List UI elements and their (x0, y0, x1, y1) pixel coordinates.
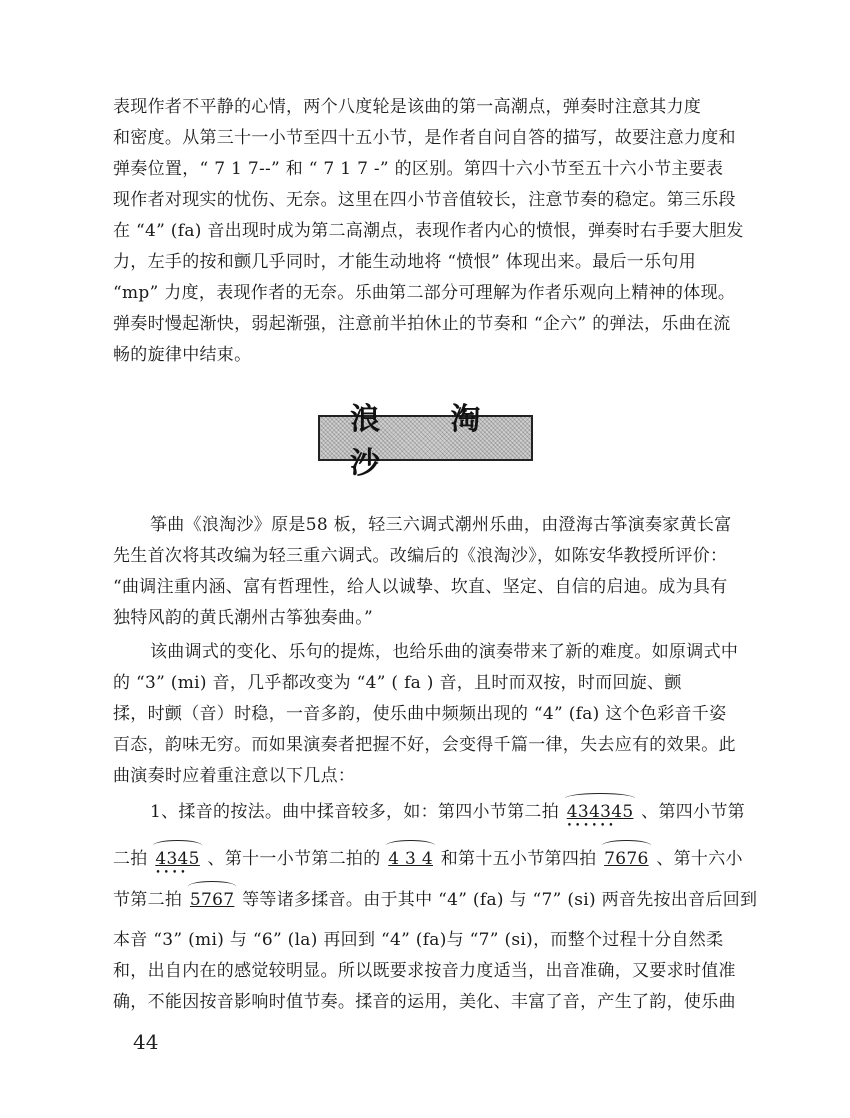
text-line: 独特风韵的黄氏潮州古筝独奏曲。” (113, 608, 373, 628)
text-line: 在 “4” (fa) 音出现时成为第二高潮点，表现作者内心的愤恨，弹奏时右手要大胆发 (113, 221, 744, 241)
section-title-box (318, 402, 533, 481)
text-line: 畅的旋律中结束。 (113, 345, 252, 365)
text-line: 先生首次将其改编为轻三重六调式。改编后的《浪淘沙》，如陈安华教授所评价： (113, 546, 728, 566)
text-line: 和，出自内在的感觉较明显。所以既要求按音力度适当，出音准确，又要求时值准 (113, 961, 736, 981)
page-number: 44 (133, 1030, 159, 1054)
text-span: 、第四小节第 (641, 802, 745, 822)
text-line: 表现作者不平静的心情，两个八度轮是该曲的第一高潮点，弹奏时注意其力度 (113, 97, 702, 117)
text-span: 1、揉音的按法。曲中揉音较多，如：第四小节第二拍 (150, 802, 560, 822)
text-line (150, 802, 750, 831)
text-line: 筝曲《浪淘沙》原是58 板，轻三六调式潮州乐曲，由澄海古筝演奏家黄长富 (150, 515, 732, 535)
text-span: 二拍 (113, 849, 148, 869)
text-span: 、第十一小节第二拍的 (207, 849, 381, 869)
notation-digits: 4 3 4 (388, 849, 433, 869)
text-line: 的 “3” (mi) 音，几乎都改变为 “4” ( fa ) 音，且时而双按，时而回旋、颤 (113, 673, 682, 693)
jianpu-notation (153, 849, 201, 878)
text-line: 现作者对现实的忧伤、无奈。这里在四小节音值较长，注意节奏的稳定。第三乐段 (113, 190, 736, 210)
text-line: 弹奏位置，“ 7 1 7--” 和 “ 7 1 7 -” 的区别。第四十六小节至五十六小节主要表 (113, 159, 724, 179)
text-line: 曲演奏时应着重注意以下几点： (113, 766, 356, 786)
text-line (113, 890, 758, 910)
text-line: 确，不能因按音影响时值节奏。揉音的运用，美化、丰富了音，产生了韵，使乐曲 (113, 992, 736, 1012)
slur-arc (565, 793, 636, 804)
text-line: 揉，时颤（音）时稳，一音多韵，使乐曲中频频出现的 “4” (fa) 这个色彩音千姿 (113, 704, 727, 724)
text-span: 等等诸多揉音。由于其中 “4” (fa) 与 “7” (si) 两音先按出音后回到 (242, 890, 758, 910)
notation-digits: 4345 (155, 849, 200, 869)
slur-arc (386, 840, 435, 851)
slur-arc (602, 840, 650, 851)
text-line: 力，左手的按和颤几乎同时，才能生动地将 “愤恨” 体现出来。最后一乐句用 (113, 252, 696, 272)
text-line: 本音 “3” (mi) 与 “6” (la) 再回到 “4” (fa)与 “7” (si)，而整个过程十分自然柔 (113, 930, 724, 950)
notation-digits: 5767 (189, 890, 235, 910)
notation-dots: •••• (155, 868, 189, 878)
text-line: “曲调注重内涵、富有哲理性，给人以诚挚、坎直、坚定、自信的启迪。成为具有 (113, 577, 728, 597)
text-line: 该曲调式的变化、乐句的提炼，也给乐曲的演奏带来了新的难度。如原调式中 (150, 642, 739, 662)
notation-dots: •••••• (566, 821, 617, 831)
jianpu-notation (602, 849, 650, 869)
section-title: 浪 淘 沙 (350, 402, 511, 481)
notation-digits: 434345 (566, 802, 634, 822)
text-span: 和第十五小节第四拍 (440, 849, 597, 869)
notation-digits: 7676 (604, 849, 649, 869)
text-line: 和密度。从第三十一小节至四十五小节，是作者自问自答的描写，故要注意力度和 (113, 128, 736, 148)
text-line: 弹奏时慢起渐快，弱起渐强，注意前半拍休止的节奏和 “企六” 的弹法，乐曲在流 (113, 314, 731, 334)
text-line: “mp” 力度，表现作者的无奈。乐曲第二部分可理解为作者乐观向上精神的体现。 (113, 283, 736, 303)
text-line (113, 849, 743, 878)
jianpu-notation (188, 890, 236, 910)
text-span: 节第二拍 (113, 890, 183, 910)
slur-arc (153, 840, 201, 851)
text-span: 、第十六小 (656, 849, 743, 869)
jianpu-notation (565, 802, 636, 831)
text-line: 百态，韵味无穷。而如果演奏者把握不好，会变得千篇一律，失去应有的效果。此 (113, 735, 736, 755)
slur-arc (188, 881, 236, 892)
jianpu-notation (386, 849, 435, 869)
